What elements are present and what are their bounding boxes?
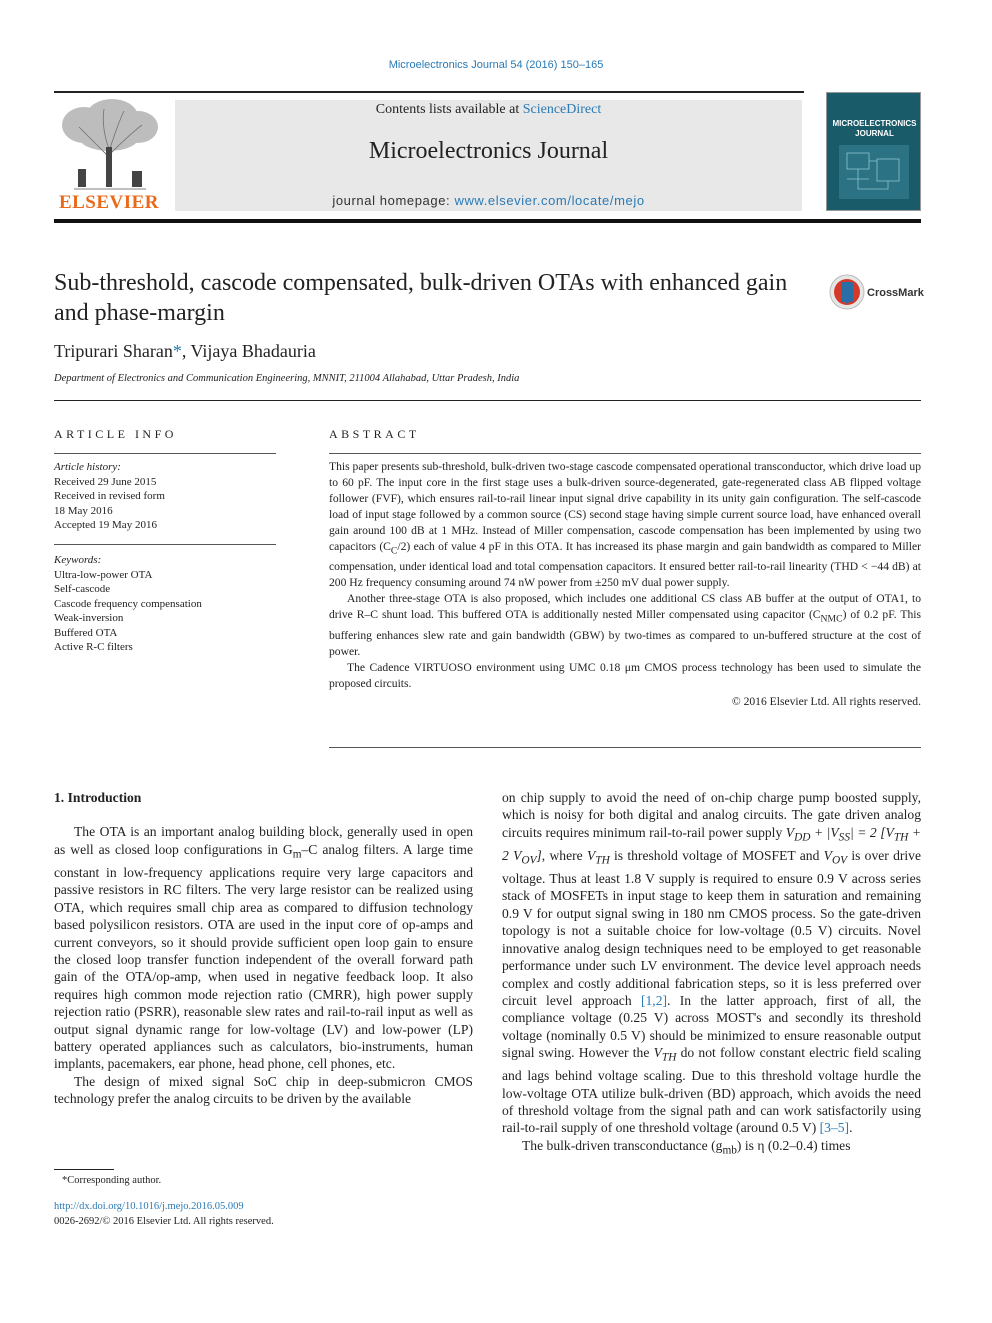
header-top-rule [54, 91, 804, 93]
section-heading-introduction: 1. Introduction [54, 790, 142, 805]
formula-var: V [653, 1045, 662, 1061]
abstract-paragraph-2 [329, 591, 921, 659]
body-text: –C analog filters. A large time constant in low-frequency applications require very large capacitors and passive resistors in RC filters. The very large resistor can be realized using OTA, which requires small chip area as compared to diffusion technology based polysilicon resistors. OTA are used in the input core of op-amps and current conveyors, so it should provide sufficient open loop gain to ensure the closed loop transfer function independent of the overall forward path gain of the OTA/op-amp, when used in negative feedback loop. It also requires high common mode rejection ratio (CMRR), high power supply rejection ratio (PSRR), reasonable slew rates and rail-to-rail input as well as output signal dynamic range for low-voltage (LV) and low-power (LP) battery operated appliances such as calculators, bio-instruments, human implants, pacemakers, ear phone, head phone, cell phones, etc. [54, 841, 473, 1072]
history-item: Received in revised form [54, 490, 165, 502]
formula-sub: TH [661, 1051, 677, 1064]
body-text: is over drive voltage. Thus at least 1.8 V supply is required to ensure 0.9 V across series stack of MOSFETs in input stage to keep them in saturation and remaining 0.9 V for output signal swing in 180 nm CMOS process. So the gate-driven topology is not a suitable choice for low-voltage (0.5 V) circuits. Novel innovative analog design techniques need to be employed to get reasonable performance under such LV environment. The device level approach needs complex and costly additional fabrication steps, so it is less preferred over circuit level approach [502, 847, 922, 1008]
body-subscript: m [292, 848, 302, 861]
formula-sub: SS [838, 831, 850, 844]
body-text: . In the latter approach, first of all, the compliance voltage (0.25 V) across MOST's and secondly its threshold voltage (nominally 0.5 V) should be minimized to ensure reasonable output signal swing. However the [502, 992, 921, 1061]
footnote-corresponding-author: *Corresponding author. [62, 1175, 162, 1186]
journal-cover-thumbnail[interactable] [826, 92, 921, 211]
body-text: The OTA is an important analog building block, generally used in open as well as closed loop configurations in G [54, 824, 473, 857]
abstract-paragraph-1 [329, 459, 921, 591]
reference-link[interactable]: [1,2] [640, 992, 668, 1008]
formula-var: V [586, 847, 596, 863]
journal-citation[interactable]: Microelectronics Journal 54 (2016) 150–165 [388, 59, 604, 71]
journal-header-box [175, 100, 802, 211]
abstract-body [329, 459, 921, 710]
abstract-p1-sub: C [390, 545, 398, 557]
elsevier-wordmark: ELSEVIER [58, 192, 160, 213]
formula-var: V [830, 824, 839, 840]
doi-link[interactable]: http://dx.doi.org/10.1016/j.mejo.2016.05.009 [54, 1201, 244, 1212]
keywords-label: Keywords: [54, 554, 102, 566]
author-sharan[interactable]: Tripurari Sharan [54, 341, 173, 361]
author-bhadauria[interactable]: Vijaya Bhadauria [190, 341, 316, 361]
body-text: is threshold voltage of MOSFET and [609, 847, 824, 863]
formula-var: V [823, 847, 832, 863]
abstract-rule [329, 453, 921, 454]
cover-circuit-art-icon [839, 145, 909, 199]
formula-var: V [513, 847, 522, 863]
homepage-prefix: journal homepage: [332, 193, 455, 208]
abstract-bottom-rule [329, 747, 921, 748]
formula-sub: OV [831, 854, 848, 867]
formula-sub: DD [794, 831, 811, 844]
abstract-paragraph-3: The Cadence VIRTUOSO environment using UMC 0.18 μm CMOS process technology has been used to simulate the proposed circuits. [329, 660, 921, 690]
header-bottom-rule [54, 219, 921, 223]
contents-line [175, 102, 802, 118]
abstract-copyright: © 2016 Elsevier Ltd. All rights reserved. [731, 694, 921, 708]
history-item: Accepted 19 May 2016 [54, 519, 157, 531]
article-title: Sub-threshold, cascode compensated, bulk-driven OTAs with enhanced gain and phase-margin [54, 270, 788, 326]
keyword-item: Buffered OTA [54, 626, 118, 639]
keyword-item: Self-cascode [54, 583, 111, 595]
affiliation: Department of Electronics and Communication Engineering, MNNIT, 211004 Allahabad, Uttar Pradesh, India [54, 373, 520, 384]
formula-var: V [885, 824, 894, 840]
body-text: on chip supply to avoid the need of on-chip charge pump boosted supply, which is noisy for both digital and analog circuits. The gate driven analog circuits requires minimum rail-to-rail power supply [502, 790, 921, 840]
body-paragraph [502, 1137, 921, 1160]
formula-var: V [785, 824, 795, 840]
journal-name: Microelectronics Journal [368, 138, 609, 164]
journal-homepage-line [175, 193, 802, 208]
body-text: do not follow constant electric field scaling and lags behind voltage scaling. Due to this threshold voltage hurdle the low-voltage OTA utilize bulk-driven (BD) approach, which avoids the need of threshold voltage from the signal path and can work satisfactorily using rail-to-rail supply of one threshold voltage (around 0.5 V) [502, 1045, 922, 1136]
body-paragraph: on chip supply to avoid the need of on-chip charge pump boosted supply, which is noisy for both digital and analog circuits. The gate driven analog circuits requires minimum rail-to-rail power supply $V_{DD} + |V_{SS}| = 2$ [$V_{TH} + 2$ $V_{OV}$], where $V_{TH}$ is threshold voltage of MOSFET and $V_{OV}$ is over drive voltage. Thus at least 1.8 V supply is required to ensure 0.9 V across series stack of MOSFETs in input stage to keep them in saturation and remaining 0.9 V for output signal swing in 180 nm CMOS process. So the gate-driven topology is not a suitable choice for low-voltage (0.5 V) circuits. Novel innovative analog design techniques need to be employed to get reasonable performance under such LV environment. The device level approach needs complex and costly additional fabrication steps, so it is less preferred over circuit level approach [1,2]. In the latter approach, first of all, the compliance voltage (0.25 V) across MOST's and secondly its threshold voltage (nominally 0.5 V) should be minimized to ensure reasonable output signal swing. However the $V_{TH}$ do not follow constant electric field scaling and lags behind voltage scaling. Due to this threshold voltage hurdle the low-voltage OTA utilize bulk-driven (BD) approach, which avoids the need of threshold voltage from the signal path and can work satisfactorily using rail-to-rail supply of one threshold voltage (around 0.5 V) [3–5]. [502, 790, 922, 1136]
article-info-heading: ARTICLE INFO [54, 427, 177, 441]
crossmark-badge[interactable] [829, 274, 924, 310]
keyword-item: Weak-inversion [54, 612, 124, 624]
issn-copyright: 0026-2692/© 2016 Elsevier Ltd. All rights reserved. [54, 1216, 274, 1227]
abstract-p2-sub: NMC [820, 613, 843, 625]
formula-vdd: $V_{DD} + |V_{SS}| = 2$ [$V_{TH} + 2$ $V_{OV}$] [502, 824, 921, 867]
body-text: ) is η (0.2–0.4) times [736, 1137, 851, 1153]
elsevier-logo[interactable] [54, 97, 164, 213]
crossmark-icon [829, 274, 865, 310]
article-info-rule [54, 453, 276, 454]
abstract-p1-text: This paper presents sub-threshold, bulk-driven two-stage cascode compensated operational transconductor, which drive load up to 60 pF. The input core in the first stage uses a bulk-driven source-degenerated, gate-regenerated class AB flipped voltage follower (FVF), which ensures rail-to-rail linear input signal drive capability in its unity gain configuration. The self-cascode load of input stage followed by a common source (CS) second stage having simple current source load, have enhanced overall gain around 100 dB at 1 MHz. Instead of Miller compensation, cascode compensation has been implemented by using two capacitors (C [329, 460, 921, 553]
homepage-link[interactable]: www.elsevier.com/locate/mejo [454, 193, 645, 208]
history-item: Received 29 June 2015 [54, 475, 157, 488]
formula-sub: OV [521, 854, 537, 867]
cover-title-line2: JOURNAL [855, 129, 894, 138]
abstract-p1b-text: /2) each of value 4 pF in this OTA. It has increased its phase margin and gain bandwidth as compared to Miller compensation, under identical load and total compensation capacitors. It ensured better rail-to-rail linearity (THD < −44 dB) at 200 Hz frequency consuming around 74 nW power from ±250 mV dual power supply. [329, 540, 922, 590]
body-paragraph: The design of mixed signal SoC chip in deep-submicron CMOS technology prefer the analog circuits to be driven by the available [54, 1073, 473, 1107]
keyword-item: Cascode frequency compensation [54, 597, 202, 610]
abstract-p2b-text: ) of 0.2 pF. This buffering enhances slew rate and gain bandwidth (GBW) by two-times as compared to un-buffered structure at the cost of power. [329, 608, 921, 658]
body-column-right [502, 789, 921, 1160]
body-text: The bulk-driven transconductance (g [522, 1137, 723, 1153]
contents-prefix: Contents lists available at [375, 102, 523, 117]
sciencedirect-link[interactable]: ScienceDirect [522, 102, 602, 117]
crossmark-label: CrossMark [867, 287, 924, 299]
keyword-item: Ultra-low-power OTA [54, 568, 153, 581]
body-paragraph [54, 823, 473, 1072]
body-subscript: mb [722, 1144, 737, 1157]
elsevier-tree-icon [54, 97, 164, 192]
history-item: 18 May 2016 [54, 504, 113, 517]
abstract-p2-text: Another three-stage OTA is also proposed, which includes one additional CS class AB buffer at the output of OTA1, to drive R–C shunt load. This buffered OTA is additionally nested Miller compensated using capacitor (C [329, 592, 921, 622]
formula-sub: TH [595, 854, 610, 867]
abstract-heading: ABSTRACT [329, 427, 420, 441]
author-separator: , [181, 341, 191, 361]
author-list [54, 341, 316, 362]
history-label: Article history: [54, 461, 121, 473]
article-history [54, 460, 276, 533]
keywords-rule [54, 544, 276, 545]
keywords [54, 553, 276, 655]
cover-title [827, 119, 921, 139]
reference-link[interactable]: [3–5] [819, 1120, 850, 1136]
formula-sub: TH [893, 831, 909, 844]
cover-title-line1: MICROELECTRONICS [832, 119, 917, 128]
keyword-item: Active R-C filters [54, 641, 133, 653]
corresponding-author-marker[interactable]: * [172, 341, 182, 361]
body-column-left [54, 789, 473, 1108]
affiliation-rule [54, 400, 921, 401]
footnote-rule [54, 1169, 114, 1170]
